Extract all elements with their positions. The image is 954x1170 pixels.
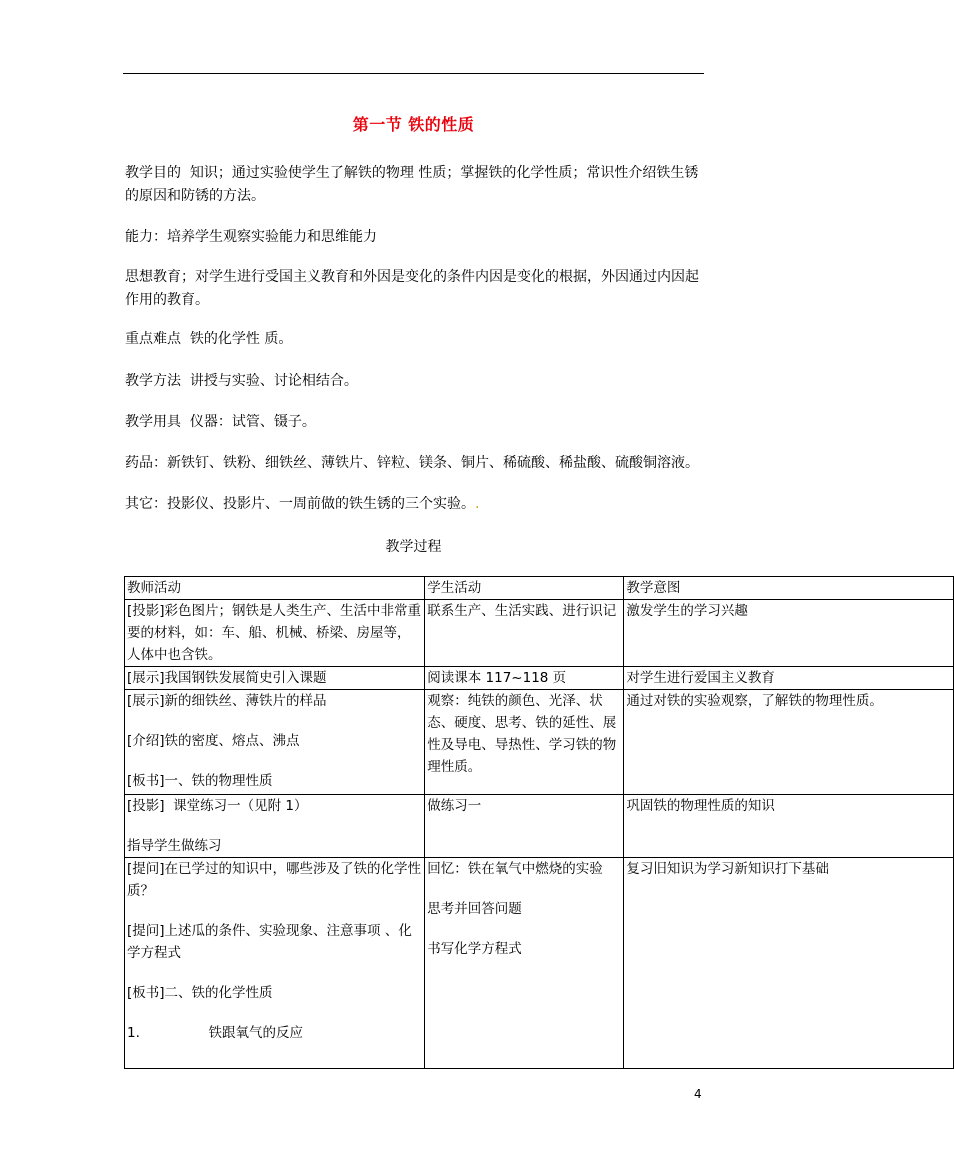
line-gap <box>127 902 422 920</box>
cell-teacher <box>125 795 425 858</box>
cell-text: 巩固铁的物理性质的知识 <box>626 798 775 814</box>
paragraph-key-points: 重点难点 铁的化学性 质。 <box>125 331 293 347</box>
cell-text: 回忆：铁在氧气中燃烧的实验 <box>427 861 603 877</box>
line-gap <box>127 1004 422 1022</box>
cell-text: [展示]我国钢铁发展简史引入课题 <box>127 670 327 686</box>
cell-text: 复习旧知识为学习新知识打下基础 <box>626 861 829 877</box>
header-rule <box>123 73 704 74</box>
cell-teacher <box>125 858 425 1069</box>
cell-text: [板书]一、铁的物理性质 <box>127 773 273 789</box>
table-row <box>125 690 954 795</box>
header-teacher: 教师活动 <box>125 577 425 600</box>
cell-text: 1. 铁跟氧气的反应 <box>127 1025 304 1041</box>
paragraph-others <box>125 493 710 516</box>
cell-student <box>425 667 624 690</box>
cell-teacher <box>125 690 425 795</box>
page-title: 第一节 铁的性质 <box>352 115 475 134</box>
line-gap <box>127 752 422 770</box>
cell-text: [展示]新的细铁丝、薄铁片的样品 <box>127 693 327 709</box>
cell-text: 联系生产、生活实践、进行识记 <box>427 603 617 619</box>
cell-text: 通过对铁的实验观察，了解铁的物理性质。 <box>626 693 883 709</box>
line-gap <box>127 817 422 835</box>
cell-intent <box>624 795 954 858</box>
cell-student <box>425 690 624 795</box>
cell-text: [投影]彩色图片；钢铁是人类生产、生活中非常重要的材料，如：车、船、机械、桥梁、房屋等，人体中也含铁。 <box>127 603 422 663</box>
cell-intent <box>624 858 954 1069</box>
trailing-dot: . <box>475 496 480 512</box>
cell-text: 指导学生做练习 <box>127 838 222 854</box>
header-student: 学生活动 <box>425 577 624 600</box>
table-row <box>125 795 954 858</box>
cell-intent <box>624 690 954 795</box>
cell-text: [板书]二、铁的化学性质 <box>127 985 273 1001</box>
cell-student <box>425 795 624 858</box>
process-label: 教学过程 <box>385 539 442 555</box>
teaching-process-table <box>124 576 883 1066</box>
paragraph-ability: 能力：培养学生观察实验能力和思维能力 <box>125 229 377 245</box>
table-row <box>125 600 954 667</box>
cell-text: 对学生进行爱国主义教育 <box>626 670 775 686</box>
header-intent: 教学意图 <box>624 577 954 600</box>
others-text: 其它：投影仪、投影片、一周前做的铁生锈的三个实验。 <box>125 496 475 512</box>
cell-text: [投影] 课堂练习一（见附 1） <box>127 798 308 814</box>
paragraph-objectives: 教学目的 知识；通过实验使学生了解铁的物理 性质；掌握铁的化学性质；常识性介绍铁生锈的原因和防锈的方法。 <box>125 165 699 204</box>
cell-intent <box>624 667 954 690</box>
cell-text: 书写化学方程式 <box>427 941 522 957</box>
cell-text: [提问]在已学过的知识中，哪些涉及了铁的化学性质？ <box>127 861 422 899</box>
line-gap <box>427 920 621 938</box>
cell-text: 思考并回答问题 <box>427 901 522 917</box>
paragraph-method: 教学方法 讲授与实验、讨论相结合。 <box>125 373 358 389</box>
paragraph-instruments: 教学用具 仪器：试管、镊子。 <box>125 414 316 430</box>
cell-text: [介绍]铁的密度、熔点、沸点 <box>127 733 300 749</box>
line-gap <box>427 880 621 898</box>
cell-text: [提问]上述瓜的条件、实验现象、注意事项 、化学方程式 <box>127 923 412 961</box>
table-header-row <box>125 577 954 600</box>
cell-text: 激发学生的学习兴趣 <box>626 603 748 619</box>
page-number: 4 <box>694 1087 702 1101</box>
line-gap <box>127 712 422 730</box>
paragraph-reagents: 药品：新铁钉、铁粉、细铁丝、薄铁片、锌粒、镁条、铜片、稀硫酸、稀盐酸、硫酸铜溶液。 <box>125 455 699 471</box>
cell-student <box>425 858 624 1069</box>
cell-intent <box>624 600 954 667</box>
table-row <box>125 858 954 1069</box>
cell-teacher <box>125 667 425 690</box>
cell-student <box>425 600 624 667</box>
cell-text: 做练习一 <box>427 798 482 814</box>
line-gap <box>127 964 422 982</box>
table-row <box>125 667 954 690</box>
cell-teacher <box>125 600 425 667</box>
cell-text: 观察：纯铁的颜色、光泽、状态、硬度、思考、铁的延性、展性及导电、导热性、学习铁的物理性质。 <box>427 693 617 775</box>
cell-text: 阅读课本 117~118 页 <box>427 670 567 686</box>
paragraph-moral-education: 思想教育；对学生进行受国主义教育和外因是变化的条件内因是变化的根据，外因通过内因起作用的教育。 <box>125 269 699 308</box>
